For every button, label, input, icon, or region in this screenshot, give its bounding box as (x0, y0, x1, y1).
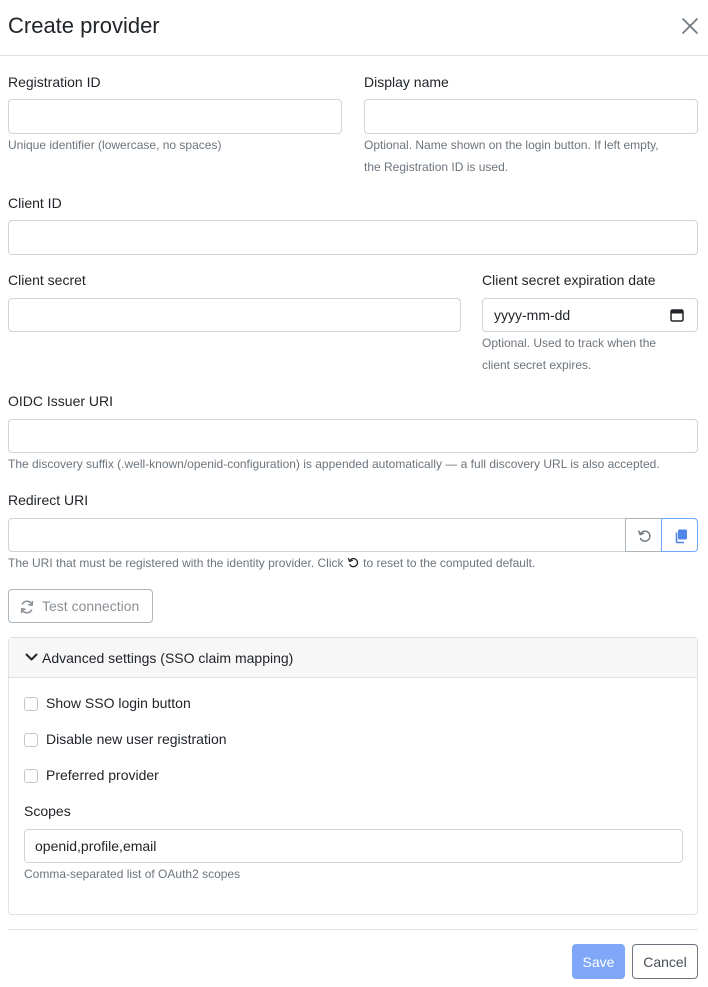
refresh-icon (19, 599, 35, 615)
scopes-label: Scopes (24, 803, 71, 819)
cancel-button[interactable]: Cancel (632, 944, 698, 979)
footer-divider (8, 929, 698, 930)
scopes-help: Comma-separated list of OAuth2 scopes (24, 867, 241, 881)
modal-header (0, 0, 708, 56)
disable-registration-label: Disable new user registration (46, 731, 227, 747)
show-sso-login-checkbox[interactable] (24, 697, 38, 711)
registration-id-help: Unique identifier (lowercase, no spaces) (8, 138, 222, 152)
client-secret-expiration-date-input[interactable] (482, 298, 698, 332)
oidc-issuer-uri-help: The discovery suffix (.well-known/openid-configuration) is appended automatically — a full discovery URL is also accepted. (8, 457, 660, 471)
modal-title: Create provider (8, 13, 160, 38)
advanced-settings-toggle[interactable] (9, 638, 697, 678)
save-button[interactable]: Save (572, 944, 625, 979)
registration-id-input[interactable] (8, 99, 342, 134)
registration-id-label: Registration ID (8, 74, 101, 90)
client-secret-expiration-label: Client secret expiration date (482, 272, 656, 288)
display-name-input[interactable] (364, 99, 698, 134)
disable-registration-checkbox[interactable] (24, 733, 38, 747)
oidc-issuer-uri-input[interactable] (8, 419, 698, 453)
reset-icon (637, 528, 653, 544)
advanced-settings-panel (8, 637, 698, 915)
calendar-icon[interactable] (670, 308, 684, 322)
client-id-input[interactable] (8, 220, 698, 255)
close-icon (678, 14, 702, 38)
advanced-settings-title: Advanced settings (SSO claim mapping) (42, 650, 294, 666)
reset-icon (347, 556, 360, 569)
scopes-input[interactable] (24, 829, 683, 863)
redirect-uri-label: Redirect URI (8, 492, 89, 508)
redirect-uri-help-before: The URI that must be registered with the identity provider. Click (8, 556, 344, 570)
reset-redirect-uri-button[interactable] (625, 518, 662, 552)
redirect-uri-input[interactable] (8, 518, 626, 552)
test-connection-button[interactable] (8, 589, 153, 623)
client-secret-expiration-help-line2: client secret expires. (482, 358, 592, 372)
client-secret-label: Client secret (8, 272, 86, 288)
redirect-uri-group (8, 518, 698, 552)
preferred-provider-checkbox[interactable] (24, 769, 38, 783)
copy-icon (673, 528, 689, 544)
chevron-down-icon (25, 653, 38, 662)
redirect-uri-help-after: to reset to the computed default. (363, 556, 536, 570)
copy-redirect-uri-button[interactable] (661, 518, 698, 552)
oidc-issuer-uri-label: OIDC Issuer URI (8, 393, 114, 409)
test-connection-label: Test connection (42, 598, 140, 614)
display-name-help-line2: the Registration ID is used. (364, 160, 509, 174)
date-placeholder: yyyy-mm-dd (494, 307, 571, 323)
display-name-label: Display name (364, 74, 449, 90)
close-button[interactable] (678, 14, 702, 38)
display-name-help-line1: Optional. Name shown on the login button. If left empty, (364, 138, 659, 152)
show-sso-login-label: Show SSO login button (46, 695, 191, 711)
client-id-label: Client ID (8, 195, 62, 211)
redirect-uri-help (8, 552, 535, 574)
preferred-provider-label: Preferred provider (46, 767, 159, 783)
client-secret-input[interactable] (8, 298, 461, 332)
client-secret-expiration-help-line1: Optional. Used to track when the (482, 336, 657, 350)
